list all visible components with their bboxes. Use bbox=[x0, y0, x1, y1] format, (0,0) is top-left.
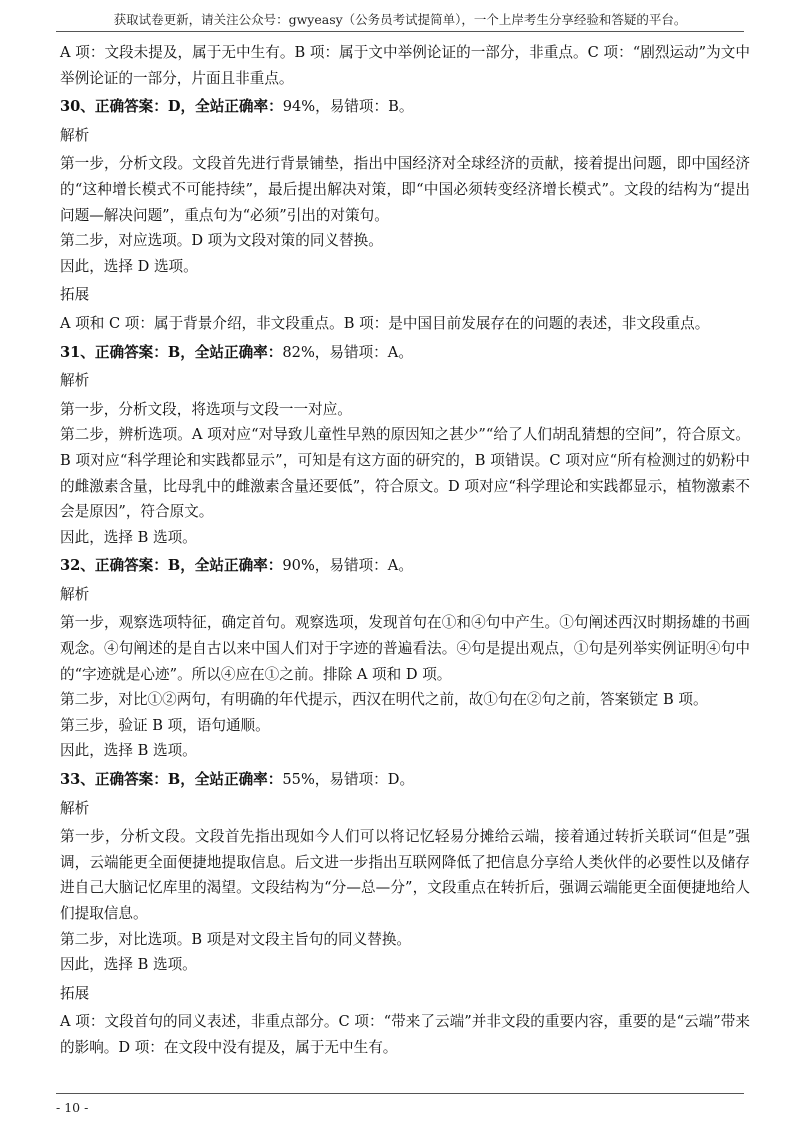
q30-answer: 30、正确答案：D，全站正确率： bbox=[60, 98, 283, 116]
q31-answer-line bbox=[60, 340, 750, 366]
q33-answer: 33、正确答案：B，全站正确率： bbox=[60, 771, 283, 789]
q31-analysis-label: 解析 bbox=[60, 372, 90, 390]
q33-extension-label: 拓展 bbox=[60, 984, 90, 1002]
footer-divider bbox=[56, 1093, 744, 1094]
q33-answer-line bbox=[60, 767, 750, 793]
document-body bbox=[60, 40, 750, 1061]
q30-rate: 94%，易错项：B。 bbox=[282, 98, 414, 116]
q30-analysis-label: 解析 bbox=[60, 126, 90, 144]
q32-answer: 32、正确答案：B，全站正确率： bbox=[60, 557, 283, 575]
q30-step2: 第二步，对应选项。D 项为文段对策的同义替换。 bbox=[60, 232, 383, 250]
q33-conclusion: 因此，选择 B 选项。 bbox=[60, 956, 197, 974]
q33-rate: 55%，易错项：D。 bbox=[282, 771, 415, 789]
q29-extension-text: A 项：文段未提及，属于无中生有。B 项：属于文中举例论证的一部分，非重点。C 项：“剧烈运动”为文中举例论证的一部分，片面且非重点。 bbox=[60, 44, 750, 87]
q32-rate: 90%，易错项：A。 bbox=[282, 557, 413, 575]
q32-conclusion: 因此，选择 B 选项。 bbox=[60, 742, 197, 760]
q30-extension-label: 拓展 bbox=[60, 286, 90, 304]
page-number: - 10 - bbox=[56, 1100, 89, 1115]
q31-rate: 82%，易错项：A。 bbox=[282, 343, 413, 361]
page-header: 获取试卷更新，请关注公众号：gwyeasy（公务员考试提简单），一个上岸考生分享经验和答疑的平台。 bbox=[113, 12, 687, 27]
q30-conclusion: 因此，选择 D 选项。 bbox=[60, 257, 198, 275]
q32-answer-line bbox=[60, 553, 750, 579]
header-divider bbox=[56, 31, 744, 32]
q30-step1: 第一步，分析文段。文段首先进行背景铺垫，指出中国经济对全球经济的贡献，接着提出问题，即中国经济的“这种增长模式不可能持续”，最后提出解决对策，即“中国必须转变经济增长模式”。文段的结构为“提出问题—解决问题”，重点句为“必须”引出的对策句。 bbox=[60, 155, 750, 224]
q32-step1: 第一步，观察选项特征，确定首句。观察选项，发现首句在①和④句中产生。①句阐述西汉时期扬雄的书画观念。④句阐述的是自古以来中国人们对于字迹的普遍看法。④句是提出观点，①句是列举实例证明④句中的“字迹就是心迹”。所以④应在①之前。排除 A 项和 D 项。 bbox=[60, 614, 750, 683]
q31-answer: 31、正确答案：B，全站正确率： bbox=[60, 343, 283, 361]
q33-step2: 第二步，对比选项。B 项是对文段主旨句的同义替换。 bbox=[60, 930, 412, 948]
q30-answer-line bbox=[60, 94, 750, 120]
q31-conclusion: 因此，选择 B 选项。 bbox=[60, 528, 197, 546]
q31-step1: 第一步，分析文段，将选项与文段一一对应。 bbox=[60, 400, 352, 418]
q33-step1: 第一步，分析文段。文段首先指出现如今人们可以将记忆轻易分摊给云端，接着通过转折关联词“但是”强调，云端能更全面便捷地提取信息。后文进一步指出互联网降低了把信息分享给人类伙伴的必要性以及储存进自己大脑记忆库里的渴望。文段结构为“分—总—分”，文段重点在转折后，强调云端能更全面便捷地给人们提取信息。 bbox=[60, 828, 750, 922]
q32-step3: 第三步，验证 B 项，语句通顺。 bbox=[60, 716, 270, 734]
q33-extension-text: A 项：文段首句的同义表述，非重点部分。C 项：“带来了云端”并非文段的重要内容，重要的是“云端”带来的影响。D 项：在文段中没有提及，属于无中生有。 bbox=[60, 1013, 750, 1056]
q32-step2: 第二步，对比①②两句，有明确的年代提示，西汉在明代之前，故①句在②句之前，答案锁定 B 项。 bbox=[60, 691, 708, 709]
q30-extension-text: A 项和 C 项：属于背景介绍，非文段重点。B 项：是中国目前发展存在的问题的表述，非文段重点。 bbox=[60, 314, 710, 332]
q33-analysis-label: 解析 bbox=[60, 799, 90, 817]
q31-step2: 第二步，辨析选项。A 项对应“对导致儿童性早熟的原因知之甚少”“给了人们胡乱猜想的空间”，符合原文。B 项对应“科学理论和实践都显示”，可知是有这方面的研究的，B 项错误。C 项对应“所有检测过的奶粉中的雌激素含量，比母乳中的雌激素含量还要低”，符合原文。D 项对应“科学理论和实践都显示，植物激素不会是原因”，符合原文。 bbox=[60, 426, 750, 521]
q32-analysis-label: 解析 bbox=[60, 585, 90, 603]
